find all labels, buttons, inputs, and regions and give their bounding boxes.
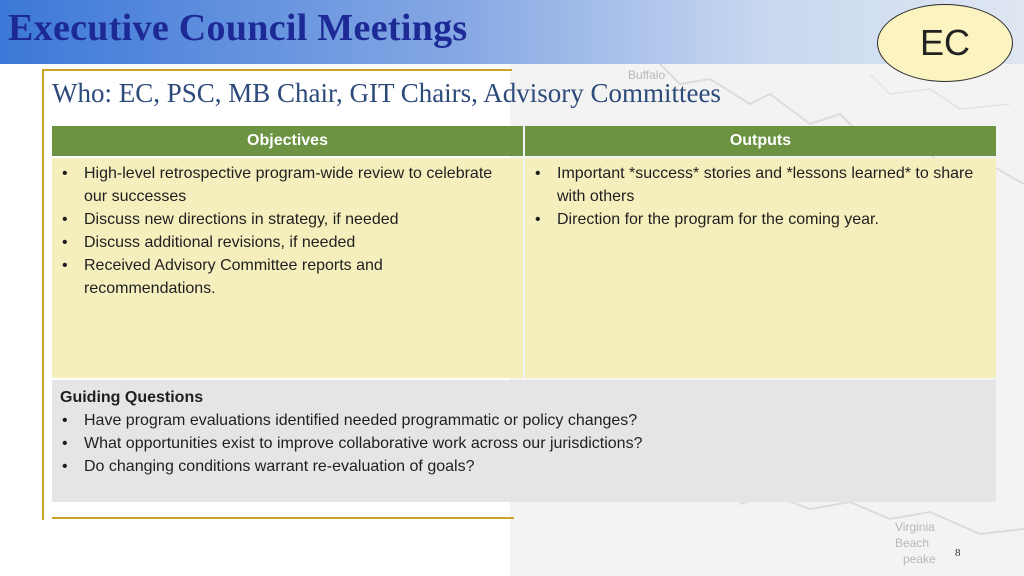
- page-number: 8: [955, 547, 961, 559]
- output-item: • Direction for the program for the coming year.: [533, 208, 986, 231]
- guiding-question-item: • Have program evaluations identified needed programmatic or policy changes?: [60, 409, 988, 432]
- objective-item: • Received Advisory Committee reports and recommendations.: [60, 254, 513, 300]
- objective-item: • Discuss new directions in strategy, if needed: [60, 208, 513, 231]
- slide-title: Executive Council Meetings: [8, 7, 468, 49]
- guiding-question-item: • Do changing conditions warrant re-evaluation of goals?: [60, 455, 988, 478]
- decorative-bracket-bottom: [52, 517, 514, 519]
- objectives-cell: [52, 158, 523, 378]
- who-line: Who: EC, PSC, MB Chair, GIT Chairs, Advisory Committees: [52, 78, 721, 108]
- guiding-questions-list: [60, 409, 988, 478]
- output-item: • Important *success* stories and *lessons learned* to share with others: [533, 162, 986, 208]
- objective-item: • High-level retrospective program-wide review to celebrate our successes: [60, 162, 513, 208]
- guiding-questions-cell: [52, 380, 996, 502]
- outputs-list: [533, 162, 986, 231]
- outputs-header: Outputs: [525, 126, 996, 156]
- map-label-buffalo: Buffalo: [628, 68, 666, 82]
- objective-item: • Discuss additional revisions, if needed: [60, 231, 513, 254]
- outputs-cell: [525, 158, 996, 378]
- objectives-header: Objectives: [52, 126, 523, 156]
- map-label-peake: peake: [903, 552, 936, 566]
- map-label-beach: Beach: [895, 536, 930, 550]
- title-bar: [0, 0, 1024, 64]
- objectives-list: [60, 162, 513, 300]
- ec-badge: EC: [877, 4, 1013, 82]
- guiding-questions-title: Guiding Questions: [60, 389, 204, 406]
- guiding-question-item: • What opportunities exist to improve collaborative work across our jurisdictions?: [60, 432, 988, 455]
- map-label-virginia: Virginia: [895, 520, 935, 534]
